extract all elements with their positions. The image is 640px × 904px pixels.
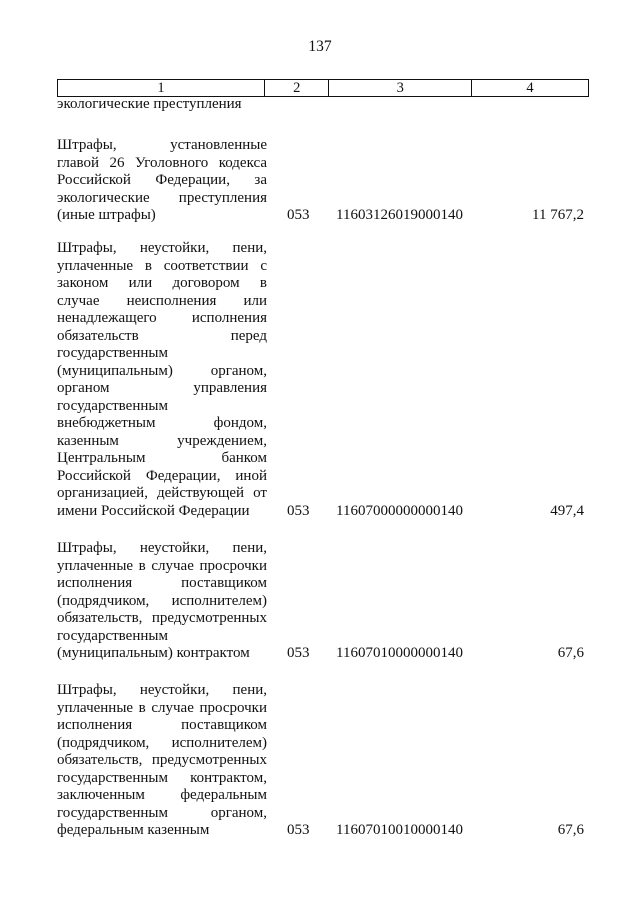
- column-number-1: 1: [58, 80, 265, 97]
- entry-description-line: Штрафы, неустойки, пени,: [57, 240, 267, 256]
- entry-description-line: исполнения поставщиком: [57, 717, 267, 733]
- entry-description: [57, 540, 267, 663]
- budget-classification-code: 11607010010000140: [336, 822, 463, 838]
- entry-description-line: обязательств перед: [57, 327, 267, 344]
- entry-description-line: экологические преступления: [57, 189, 267, 206]
- amount-value: 67,6: [557, 645, 584, 661]
- entry-description-line: Штрафы, неустойки, пени,: [57, 540, 267, 556]
- entry-description: [57, 682, 267, 840]
- entry-description-line: государственным контрактом,: [57, 769, 267, 786]
- entry-description-line: организацией, действующей от: [57, 485, 267, 501]
- entry-description-line: казенным учреждением,: [57, 432, 267, 449]
- entry-description-line: (муниципальным) органом,: [57, 362, 267, 379]
- entry-description-line: государственным: [57, 627, 168, 644]
- column-number-4: 4: [472, 80, 589, 97]
- entry-description-line: Центральным банком: [57, 450, 267, 466]
- entry-description-line: государственным: [57, 397, 168, 414]
- entry-description-line: (муниципальным) контрактом: [57, 645, 250, 661]
- entry-description: [57, 240, 267, 520]
- table-column-numbers: [57, 79, 589, 97]
- admin-code: 053: [287, 822, 310, 838]
- entry-description-line: уплаченные в случае просрочки: [57, 557, 267, 574]
- amount-value: 497,4: [550, 502, 584, 519]
- entry-description: [57, 137, 267, 225]
- entry-description-line: обязательств, предусмотренных: [57, 610, 267, 626]
- page-number: 137: [308, 38, 332, 55]
- entry-description-line: законом или договором в: [57, 275, 267, 291]
- entry-description-line: государственным органом,: [57, 804, 267, 821]
- entry-description-line: Российской Федерации, иной: [57, 467, 267, 484]
- entry-description-line: (подрядчиком, исполнителем): [57, 734, 267, 751]
- entry-description-line: уплаченные в случае просрочки: [57, 699, 267, 716]
- entry-description-line: ненадлежащего исполнения: [57, 310, 267, 326]
- entry-description-line: Штрафы, неустойки, пени,: [57, 682, 267, 698]
- column-number-3: 3: [329, 80, 472, 97]
- entry-description-line: (подрядчиком, исполнителем): [57, 592, 267, 609]
- entry-description-line: Российской Федерации, за: [57, 172, 267, 188]
- entry-description-line: государственным: [57, 345, 168, 361]
- admin-code: 053: [287, 207, 310, 223]
- amount-value: 67,6: [557, 822, 584, 838]
- entry-description-line: внебюджетным фондом,: [57, 415, 267, 431]
- admin-code: 053: [287, 645, 310, 661]
- entry-description-line: обязательств, предусмотренных: [57, 752, 267, 768]
- column-number-2: 2: [265, 80, 329, 97]
- entry-description-line: исполнения поставщиком: [57, 575, 267, 591]
- budget-classification-code: 11603126019000140: [336, 207, 463, 223]
- budget-classification-code: 11607000000000140: [336, 502, 463, 519]
- entry-description-line: органом управления: [57, 380, 267, 396]
- entry-description-line: уплаченные в соответствии с: [57, 257, 267, 274]
- entry-description-line: федеральным казенным: [57, 822, 210, 838]
- entry-description-line: заключенным федеральным: [57, 787, 267, 803]
- entry-description-line: случае неисполнения или: [57, 292, 267, 309]
- entry-description-line: (иные штрафы): [57, 207, 156, 223]
- entry-description-line: Штрафы, установленные: [57, 137, 267, 153]
- entry-description-line: имени Российской Федерации: [57, 502, 250, 519]
- continued-text: экологические преступления: [57, 96, 242, 112]
- amount-value: 11 767,2: [532, 207, 584, 223]
- budget-classification-code: 11607010000000140: [336, 645, 463, 661]
- entry-description-line: главой 26 Уголовного кодекса: [57, 154, 267, 171]
- admin-code: 053: [287, 502, 310, 519]
